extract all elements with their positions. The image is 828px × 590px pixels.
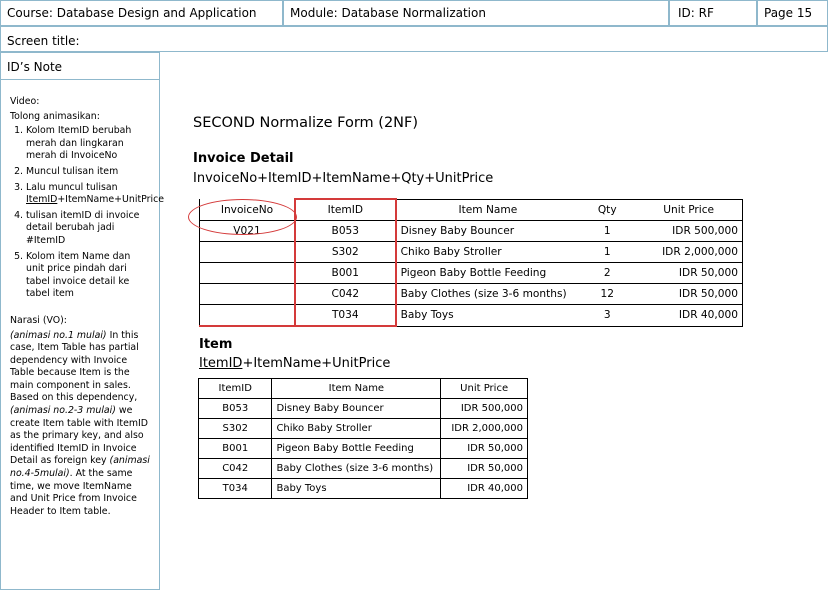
table-row <box>199 419 528 439</box>
cell-unitprice: IDR 40,000 <box>441 479 528 499</box>
cell-invoiceno <box>200 305 295 327</box>
animation-steps <box>10 125 164 301</box>
module-label: Module: Database Normalization <box>283 0 669 26</box>
cell-itemid: T034 <box>199 479 272 499</box>
cell-invoiceno <box>200 242 295 263</box>
cell-qty: 2 <box>579 263 635 284</box>
course-label: Course: Database Design and Application <box>0 0 283 26</box>
table-row <box>199 399 528 419</box>
cell-unitprice: IDR 50,000 <box>441 459 528 479</box>
table-row <box>200 305 743 327</box>
cell-qty: 3 <box>579 305 635 327</box>
item-table <box>198 378 528 499</box>
col-header-invoiceno: InvoiceNo <box>200 199 295 221</box>
step3-rest: +ItemName+UnitPrice <box>57 194 164 206</box>
step3-prefix: Lalu muncul tulisan <box>26 181 118 193</box>
cell-invoiceno: V021 <box>200 221 295 242</box>
cell-unitprice: IDR 50,000 <box>635 263 742 284</box>
item-formula-key: ItemID <box>199 356 243 371</box>
table-header-row <box>199 379 528 399</box>
table-row <box>199 479 528 499</box>
screen-title: Screen title: <box>0 26 828 52</box>
form-title: SECOND Normalize Form (2NF) <box>193 115 419 131</box>
cell-unitprice: IDR 500,000 <box>635 221 742 242</box>
cell-itemname: Chiko Baby Stroller <box>272 419 441 439</box>
video-label: Video: <box>10 96 40 107</box>
table-row <box>200 284 743 305</box>
narasi-text <box>10 330 150 519</box>
narasi-part: we create Item table with ItemID as the primary key, and also identified ItemID in Invoice Detail as foreign key <box>10 405 148 467</box>
ids-note-content <box>10 96 164 518</box>
video-intro: Tolong animasikan: <box>10 110 100 122</box>
narasi-part: In this case, Item Table has partial dependency with Invoice Table because Item is the main component in sales. Based on this dependency, <box>10 329 139 404</box>
narasi-anim-note: (animasi no.4-5mulai) <box>10 455 150 480</box>
table-row <box>200 263 743 284</box>
narasi-anim-note: (animasi no.2-3 mulai) <box>10 405 116 417</box>
cell-unitprice: IDR 40,000 <box>635 305 742 327</box>
cell-itemname: Disney Baby Bouncer <box>396 221 579 242</box>
col-header-unitprice: Unit Price <box>635 199 742 221</box>
col-header-unitprice: Unit Price <box>441 379 528 399</box>
cell-unitprice: IDR 50,000 <box>441 439 528 459</box>
id-label: ID: RF <box>669 0 757 26</box>
table-row <box>199 459 528 479</box>
cell-qty: 1 <box>579 221 635 242</box>
cell-qty: 1 <box>579 242 635 263</box>
cell-unitprice: IDR 500,000 <box>441 399 528 419</box>
narasi-label: Narasi (VO): <box>10 314 67 326</box>
table-row <box>200 242 743 263</box>
cell-itemid: C042 <box>295 284 396 305</box>
page-number: Page 15 <box>757 0 828 26</box>
animation-step: 1. Kolom ItemID berubah merah dan lingkaran merah di InvoiceNo <box>26 125 150 163</box>
cell-itemid: B001 <box>295 263 396 284</box>
step3-key: ItemID <box>26 194 58 206</box>
col-header-itemname: Item Name <box>396 199 579 221</box>
ids-note-title: ID’s Note <box>0 52 160 80</box>
cell-qty: 12 <box>579 284 635 305</box>
narasi-anim-note: (animasi no.1 mulai) <box>10 329 107 341</box>
cell-invoiceno <box>200 284 295 305</box>
cell-itemid: B053 <box>295 221 396 242</box>
col-header-qty: Qty <box>579 199 635 221</box>
cell-itemid: S302 <box>295 242 396 263</box>
cell-itemid: B001 <box>199 439 272 459</box>
animation-step: 5. Kolom item Name dan unit price pindah dari tabel invoice detail ke tabel item <box>26 251 150 301</box>
invoiceno-highlight-ellipse <box>188 199 297 235</box>
cell-itemid: S302 <box>199 419 272 439</box>
animation-step: 4. tulisan itemID di invoice detail berubah jadi #ItemID <box>26 210 150 248</box>
cell-itemname: Baby Clothes (size 3-6 months) <box>272 459 441 479</box>
animation-step: 2. Muncul tulisan item <box>26 166 150 179</box>
animation-step <box>26 181 164 207</box>
cell-unitprice: IDR 2,000,000 <box>441 419 528 439</box>
cell-itemname: Baby Toys <box>272 479 441 499</box>
cell-invoiceno <box>200 263 295 284</box>
cell-itemname: Chiko Baby Stroller <box>396 242 579 263</box>
cell-itemname: Baby Clothes (size 3-6 months) <box>396 284 579 305</box>
cell-itemid: T034 <box>295 305 396 327</box>
table-row <box>199 439 528 459</box>
cell-unitprice: IDR 50,000 <box>635 284 742 305</box>
invoice-detail-formula: InvoiceNo+ItemID+ItemName+Qty+UnitPrice <box>193 171 494 186</box>
col-header-itemid: ItemID <box>199 379 272 399</box>
cell-itemid: B053 <box>199 399 272 419</box>
cell-itemname: Pigeon Baby Bottle Feeding <box>272 439 441 459</box>
cell-itemname: Disney Baby Bouncer <box>272 399 441 419</box>
item-formula <box>199 356 390 371</box>
col-header-itemname: Item Name <box>272 379 441 399</box>
cell-itemname: Baby Toys <box>396 305 579 327</box>
cell-itemid: C042 <box>199 459 272 479</box>
item-title: Item <box>199 337 233 352</box>
cell-unitprice: IDR 2,000,000 <box>635 242 742 263</box>
col-header-itemid: ItemID <box>295 199 396 221</box>
narasi-part: . At the same time, we move ItemName and Unit Price from Invoice Header to Item table. <box>10 468 137 517</box>
item-formula-rest: +ItemName+UnitPrice <box>242 356 391 371</box>
invoice-detail-title: Invoice Detail <box>193 151 294 166</box>
cell-itemname: Pigeon Baby Bottle Feeding <box>396 263 579 284</box>
